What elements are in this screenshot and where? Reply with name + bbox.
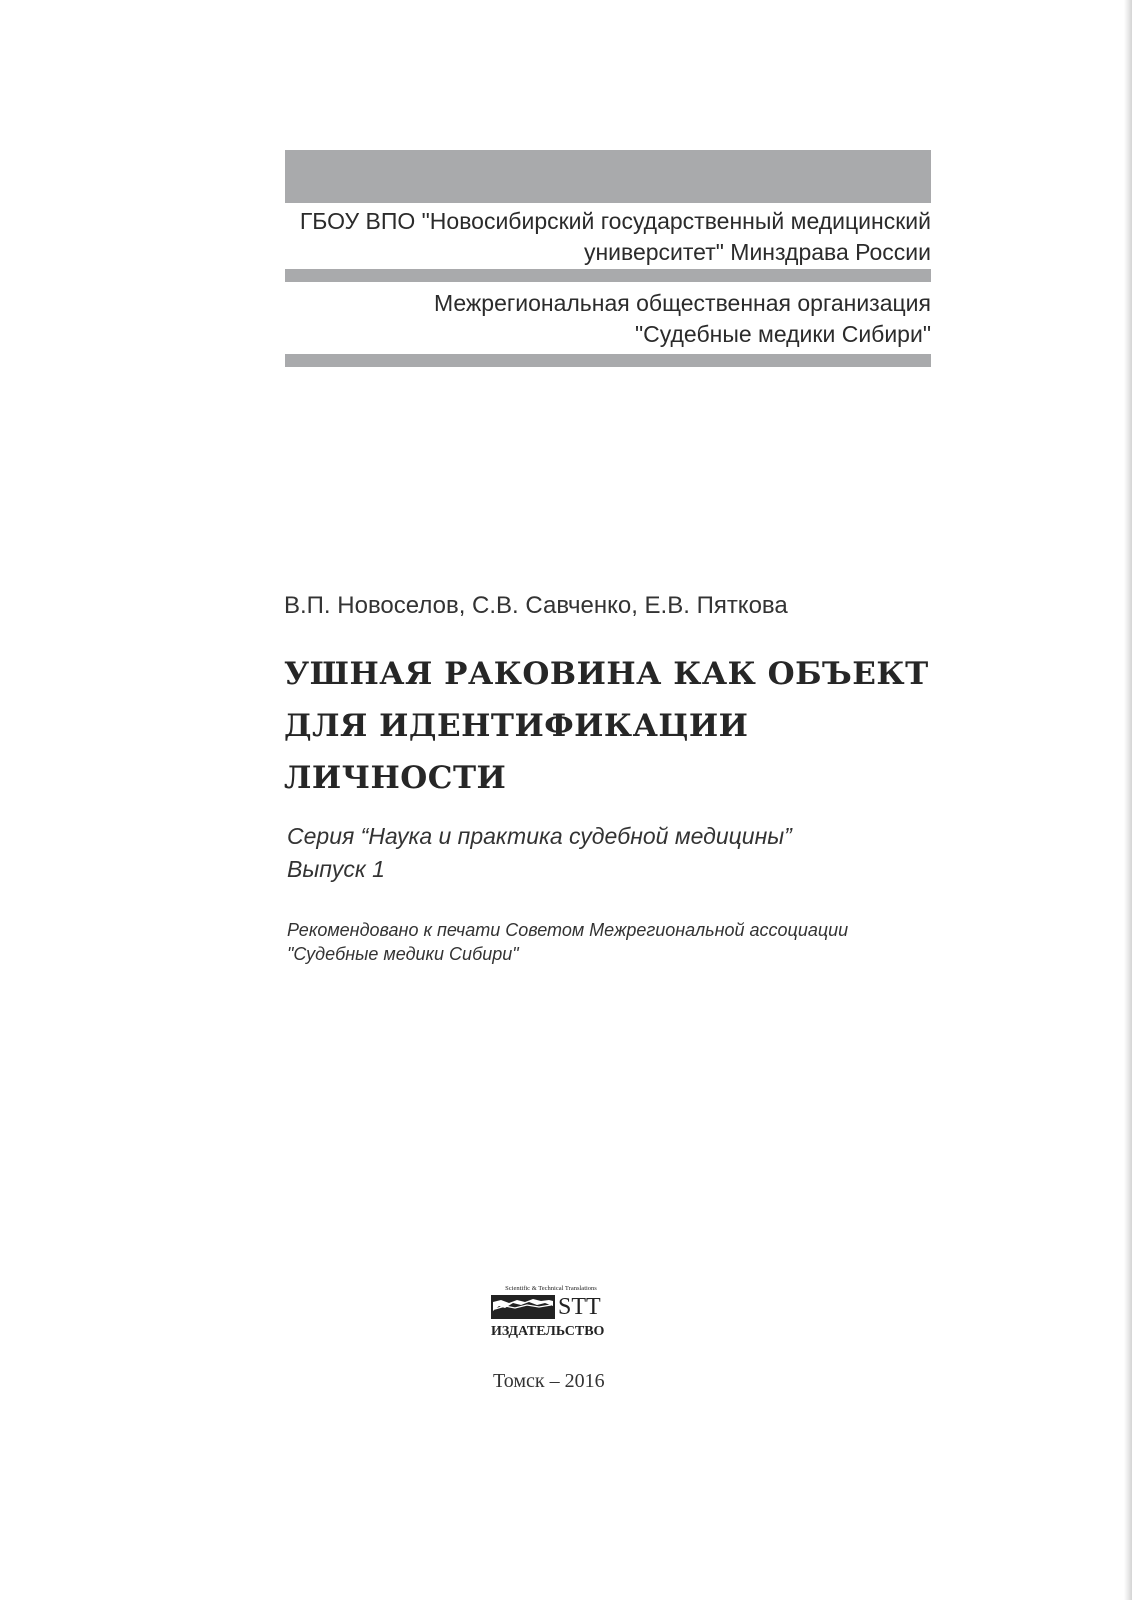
institution-line: ГБОУ ВПО "Новосибирский государственный медицинский	[299, 208, 931, 234]
title-line: ЛИЧНОСТИ	[284, 760, 507, 796]
authors: В.П. Новоселов, С.В. Савченко, Е.В. Пяткова	[284, 592, 788, 619]
organization-name	[434, 288, 931, 350]
header-bottom-bar	[285, 354, 931, 367]
title-line: УШНАЯ РАКОВИНА КАК ОБЪЕКТ	[284, 656, 929, 692]
logo-subtitle: Scientific & Technical Translations	[505, 1285, 597, 1292]
series-line: Серия “Наука и практика судебной медицины”	[287, 823, 792, 849]
title-line: ДЛЯ ИДЕНТИФИКАЦИИ	[284, 708, 749, 744]
recommendation-line: Рекомендовано к печати Советом Межрегиональной ассоциации	[287, 920, 849, 940]
series-info	[287, 820, 792, 886]
publisher-logo	[491, 1285, 611, 1340]
series-line: Выпуск 1	[287, 856, 385, 882]
institution-name	[300, 206, 931, 268]
institution-line: университет" Минздрава России	[583, 239, 931, 265]
recommendation-note	[287, 918, 848, 966]
organization-line: Межрегиональная общественная организация	[433, 290, 931, 316]
wave-emblem-icon	[491, 1295, 555, 1319]
recommendation-line: "Судебные медики Сибири"	[287, 944, 519, 964]
header-top-bar	[285, 150, 931, 203]
organization-line: "Судебные медики Сибири"	[634, 321, 931, 347]
imprint-city-year: Томск – 2016	[493, 1370, 605, 1392]
publisher-label: ИЗДАТЕЛЬСТВО	[491, 1324, 605, 1339]
logo-mark: STT	[558, 1294, 601, 1320]
page-edge-shadow	[1124, 0, 1132, 1600]
header-divider-bar	[285, 269, 931, 282]
book-title	[284, 648, 929, 804]
